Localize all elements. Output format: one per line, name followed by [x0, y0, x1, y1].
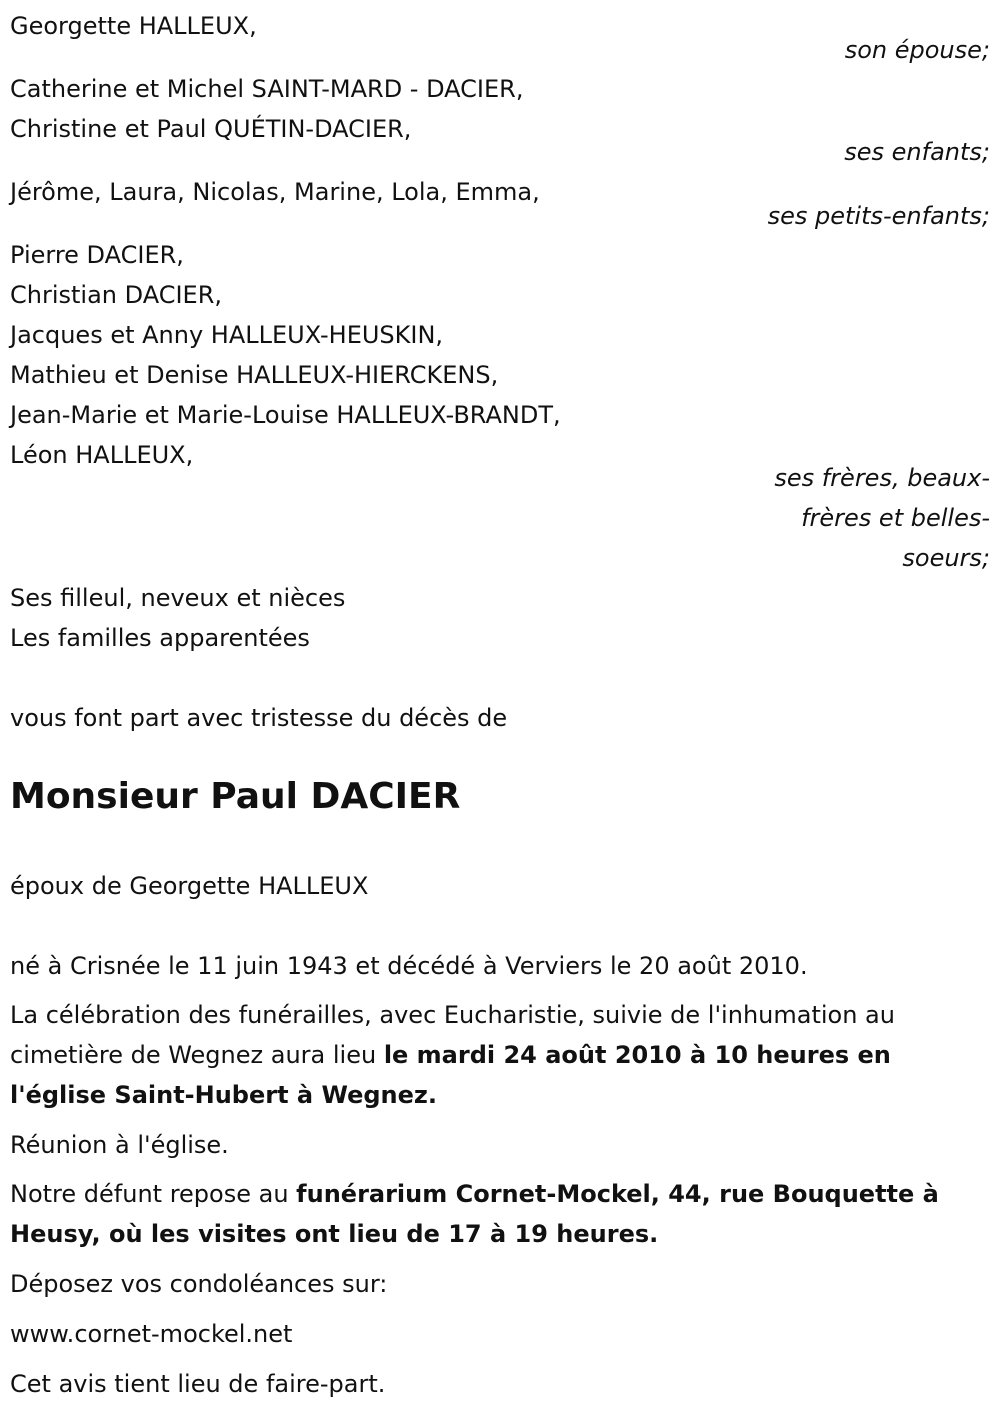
funeral-intro: La célébration des funérailles, avec Eucharistie, suivie de l'inhumation au cimetière de Wegnez aura lieu: [10, 1001, 895, 1069]
funeral-paragraph: [10, 995, 985, 1115]
others-line: Les familles apparentées: [10, 624, 310, 652]
siblings-role-line: soeurs;: [902, 544, 990, 572]
children-role: ses enfants;: [844, 138, 990, 166]
others-line: Ses filleul, neveux et nièces: [10, 584, 346, 612]
visitation-details: funérarium Cornet-Mockel, 44, rue Bouquette à Heusy, où les visites ont lieu de 17 à 19 heures.: [10, 1180, 939, 1248]
child-line: Christine et Paul QUÉTIN-DACIER,: [10, 115, 412, 143]
condolences-label: Déposez vos condoléances sur:: [10, 1270, 388, 1298]
birth-death-line: né à Crisnée le 11 juin 1943 et décédé à Verviers le 20 août 2010.: [10, 952, 808, 980]
sibling-line: Jean-Marie et Marie-Louise HALLEUX-BRANDT,: [10, 401, 561, 429]
website-line: [10, 1314, 292, 1354]
visitation-paragraph: [10, 1174, 985, 1254]
sibling-line: Léon HALLEUX,: [10, 441, 194, 469]
spouse-role: son épouse;: [844, 36, 990, 64]
closing-line: Cet avis tient lieu de faire-part.: [10, 1370, 386, 1398]
siblings-role: [750, 458, 990, 578]
siblings-role-line: frères et belles-: [801, 504, 990, 532]
spouse-line: époux de Georgette HALLEUX: [10, 872, 369, 900]
announcement-text: vous font part avec tristesse du décès de: [10, 704, 508, 732]
deceased-name: Monsieur Paul DACIER: [10, 776, 461, 817]
grandchildren-line: Jérôme, Laura, Nicolas, Marine, Lola, Emma,: [10, 178, 540, 206]
reunion-line: Réunion à l'église.: [10, 1131, 229, 1159]
sibling-line: Jacques et Anny HALLEUX-HEUSKIN,: [10, 321, 444, 349]
siblings-role-line: ses frères, beaux-: [774, 464, 990, 492]
child-line: Catherine et Michel SAINT-MARD - DACIER,: [10, 75, 524, 103]
sibling-line: Mathieu et Denise HALLEUX-HIERCKENS,: [10, 361, 499, 389]
website-link[interactable]: www.cornet-mockel.net: [10, 1320, 293, 1348]
spouse-name: Georgette HALLEUX,: [10, 12, 257, 40]
grandchildren-role: ses petits-enfants;: [767, 202, 990, 230]
funeral-details: le mardi 24 août 2010 à 10 heures en l'église Saint-Hubert à Wegnez.: [10, 1041, 891, 1109]
sibling-line: Pierre DACIER,: [10, 241, 184, 269]
visitation-intro: Notre défunt repose au: [10, 1180, 297, 1208]
sibling-line: Christian DACIER,: [10, 281, 222, 309]
